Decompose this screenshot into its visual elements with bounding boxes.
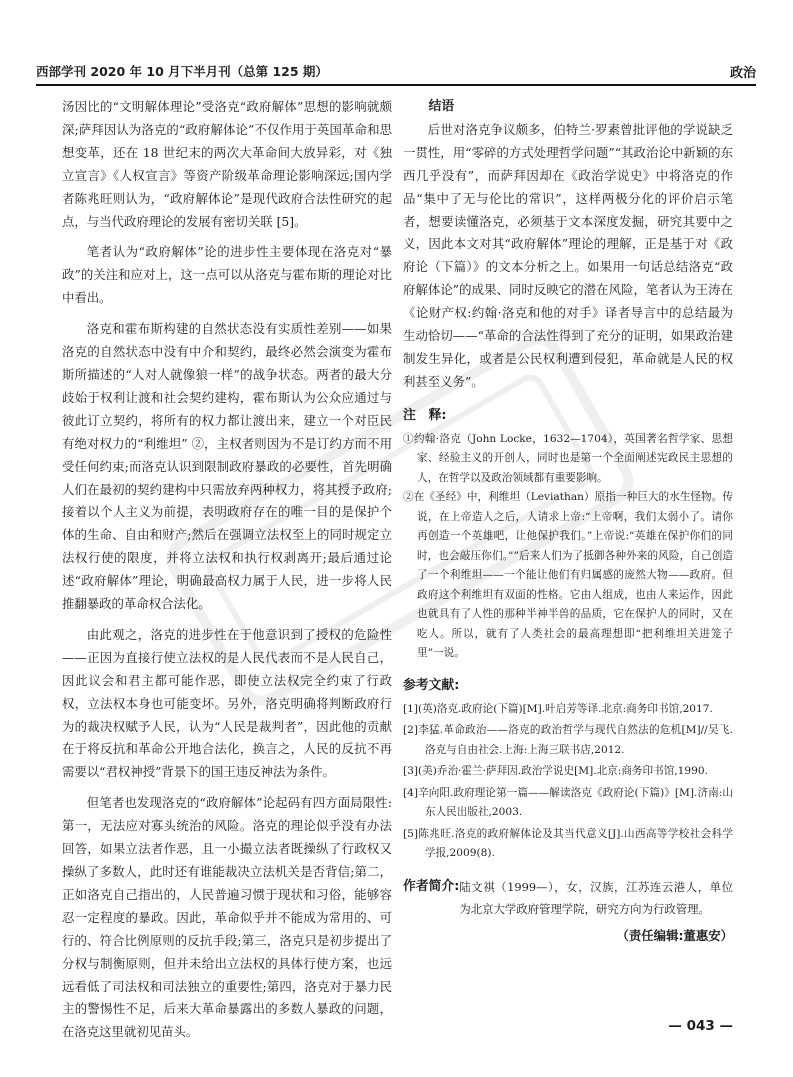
body-paragraph: 由此观之，洛克的进步性在于他意识到了授权的危险性——正因为直接行使立法权的是人民代表而不是人民自己，因此议会和君主都可能作恶，即使立法权完全约束了行政权，立法权本身也可能变坏。另外，洛克明确将判断政府行为的裁决权赋予人民，认为“人民是裁判者”，因此他的贡献在于将反抗和革命公开地合法化，换言之，人民的反抗不再需要以“君权神授”背景下的国王违反神法为条件。 [62, 626, 392, 780]
header-divider [36, 84, 756, 86]
note-item: ②在《圣经》中，利维坦（Leviathan）原指一种巨大的水生怪物。传说，在上帝造人之后，人请求上帝:“上帝啊，我们太弱小了。请你再创造一个英雄吧，让他保护我们。”上帝说:“英雄在保护你们的同时，也会敲压你们。””后来人们为了抵御各种外来的风险，自己创造了一个利维坦——一个能让他们有归属感的庞然大物——政府。但政府这个利维坦有双面的性格。它由人组成，也由人来运作，因此也就具有了人性的那种半神半兽的品质，它在保护人的同时，又在吃人。所以，就有了人类社会的最高理想即“把利维坦关进笼子里”一说。 [403, 491, 733, 660]
page-header [36, 62, 756, 82]
reference-item: [1](英)洛克.政府论(下篇)[M].叶启芳等译.北京:商务印书馆,2017. [403, 702, 713, 715]
issue-info: 2020 年 10 月下半月刊（总第 125 期） [90, 64, 328, 79]
author-label: 作者简介: [403, 878, 460, 894]
body-paragraph: 但笔者也发现洛克的“政府解体”论起码有四方面局限性:第一，无法应对寡头统治的风险。洛克的理论似乎没有办法回答，如果立法者作恶，且一小撮立法者既操纵了行政权又操纵了多数人，此时还有谁能裁决立法机关是否背信;第二，正如洛克自己指出的，人民普遍习惯于现状和习俗，能够容忍一定程度的暴政。因此，革命似乎并不能成为常用的、可行的、符合比例原则的反抗手段;第三，洛克只是初步提出了分权与制衡原则，但并未给出立法权的具体行使方案，也远远看低了司法权和司法独立的重要性;第四，洛克对于暴力民主的警惕性不足，后来大革命暴露出的多数人暴政的问题，在洛克这里就初见苗头。 [62, 795, 392, 1040]
references-list [403, 700, 733, 864]
section-label: 政治 [729, 66, 756, 81]
note-item: ①约翰·洛克（John Locke，1632—1704），英国著名哲学家、思想家、经验主义的开创人，同时也是第一个全面阐述宪政民主思想的人，在哲学以及政治领域都有重要影响。 [403, 432, 733, 484]
conclusion-heading: 结语 [428, 99, 455, 114]
reference-item: [5]陈兆旺.洛克的政府解体论及其当代意义[J].山西高等学校社会科学学报,2009(8). [403, 827, 733, 860]
conclusion-paragraph: 后世对洛克争议颇多，伯特兰·罗素曾批评他的学说缺乏一贯性，用“零碎的方式处理哲学问题”“其政治论中新颖的东西几乎没有”，而萨拜因却在《政治学说史》中将洛克的作品“集中了无与伦比的常识”，这样两极分化的评价启示笔者，想要读懂洛克，必须基于文本深度发掘，研究其要中之义，因此本文对其“政府解体”理论的理解，正是基于对《政府论（下篇）》的文本分析之上。如果用一句话总结洛克“政府解体论”的成果、同时反映它的潜在风险，笔者认为王涛在《论财产权:约翰·洛克和他的对手》译者导言中的总结最为生动恰切——“革命的合法性得到了充分的证明，如果政治建制发生异化，或者是公民权利遭到侵犯，革命就是人民的权利甚至义务”。 [403, 121, 733, 389]
author-bio [403, 876, 733, 920]
journal-name: 西部学刊 [36, 64, 87, 79]
page-number: — 043 — [668, 1018, 733, 1034]
right-column [403, 96, 733, 944]
reference-item: [3](美)乔治·霍兰·萨拜因.政治学说史[M].北京:商务印书馆,1990. [403, 765, 708, 778]
body-paragraph: 笔者认为“政府解体”论的进步性主要体现在洛克对“暴政”的关注和应对上，这一点可以从洛克与霍布斯的理论对比中看出。 [62, 244, 392, 306]
references-heading: 参考文献: [403, 677, 460, 693]
notes-heading: 注 释: [403, 407, 447, 423]
journal-issue-line [36, 62, 328, 80]
body-paragraph: 洛克和霍布斯构建的自然状态没有实质性差别——如果洛克的自然状态中没有中介和契约，最终必然会演变为霍布斯所描述的“人对人就像狼一样”的战争状态。两者的最大分歧始于权利让渡和社会契约建构，霍布斯认为公众应通过与彼此订立契约，将所有的权力都让渡出来，建立一个对臣民有绝对权力的“利维坦” ②，主权者则因为不是订约方而不用受任何约束;而洛克认识到限制政府暴政的必要性，首先明确人们在最初的契约建构中只需放弃两种权力，将其授予政府;接着以个人主义为前提，表明政府存在的唯一目的是保护个体的生命、自由和财产;然后在强调立法权至上的同时规定立法权行使的限度，并将立法权和执行权剥离开;最后通过论述“政府解体”理论，明确最高权力属于人民，进一步将人民推翻暴政的革命权合法化。 [62, 321, 392, 612]
left-column [62, 96, 392, 1052]
notes-list [403, 430, 733, 664]
reference-item: [2]李猛.革命政治——洛克的政治哲学与现代自然法的危机[M]//吴飞.洛克与自由社会.上海:上海三联书店,2012. [403, 724, 733, 756]
author-text: 陆文祺（1999—），女，汉族，江苏连云港人，单位为北京大学政府管理学院，研究方向为行政管理。 [459, 879, 733, 916]
reference-item: [4]辛向阳.政府理论第一篇——解读洛克《政府论(下篇)》[M].济南:山东人民出版社,2003. [403, 786, 733, 819]
responsible-editor: （责任编辑:董惠安） [616, 927, 733, 943]
body-paragraph: 汤因比的“文明解体理论”受洛克“政府解体”思想的影响就颇深;萨拜因认为洛克的“政府解体论”不仅作用于英国革命和思想变革，还在 18 世纪末的两次大革命间大放异彩，对《独立宣言》《人权宣言》等资产阶级革命理论影响深远;国内学者陈兆旺则认为，“政府解体论”是现代政府合法性研究的起点，与当代政府理论的发展有密切关联 [5]。 [62, 99, 392, 229]
